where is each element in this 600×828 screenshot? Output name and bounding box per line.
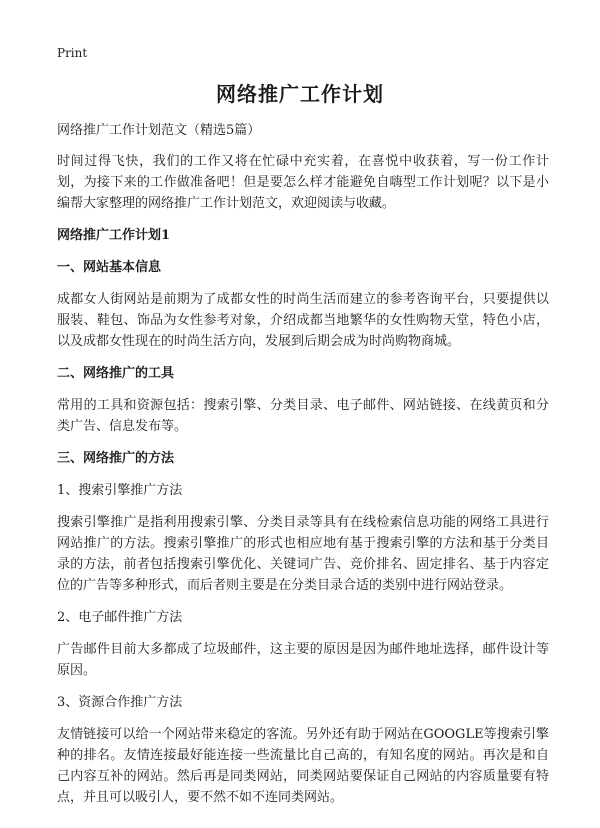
subsection-heading-resource: 3、资源合作推广方法 bbox=[57, 695, 183, 710]
subsection-body-resource: 友情链接可以给一个网站带来稳定的客流。另外还有助于网站在GOOGLE等搜索引擎种的排名。友情连接最好能连接一些流量比自己高的，有知名度的网站。再次是和自己内容互补的网站。然后再是同类网站，同类网站要保证自己网站的内容质量要有特点，并且可以吸引人，要不然不如不连同类网站。 bbox=[57, 727, 549, 805]
document-subtitle: 网络推广工作计划范文（精选5篇） bbox=[57, 123, 261, 138]
section-body-site-info: 成都女人街网站是前期为了成都女性的时尚生活而建立的参考咨询平台，只要提供以服装、鞋包、饰品为女性参考对象，介绍成都当地繁华的女性购物天堂，特色小店，以及成都女性现在的时尚生活方向，发展到后期会成为时尚购物商城。 bbox=[57, 292, 549, 349]
plan-heading: 网络推广工作计划1 bbox=[57, 228, 171, 243]
subsection-body-search-engine: 搜索引擎推广是指利用搜索引擎、分类目录等具有在线检索信息功能的网络工具进行网站推广的方法。搜索引擎推广的形式也相应地有基于搜索引擎的方法和基于分类目录的方法，前者包括搜索引擎优化、关键词广告、竞价排名、固定排名、基于内容定位的广告等多种形式，而后者则主要是在分类目录合适的类别中进行网站登录。 bbox=[57, 515, 549, 593]
print-link[interactable]: Print bbox=[57, 46, 88, 60]
document-body bbox=[57, 120, 549, 819]
subsection-heading-search-engine: 1、搜索引擎推广方法 bbox=[57, 483, 183, 498]
page-title: 网络推广工作计划 bbox=[216, 82, 384, 106]
subsection-body-email: 广告邮件目前大多都成了垃圾邮件，这主要的原因是因为邮件地址选择，邮件设计等原因。 bbox=[57, 642, 549, 678]
section-body-tools: 常用的工具和资源包括：搜索引擎、分类目录、电子邮件、网站链接、在线黄页和分类广告、信息发布等。 bbox=[57, 398, 549, 434]
intro-paragraph: 时间过得飞快，我们的工作又将在忙碌中充实着，在喜悦中收获着，写一份工作计划，为接下来的工作做准备吧！但是要怎么样才能避免自嗨型工作计划呢？以下是小编帮大家整理的网络推广工作计划范文，欢迎阅读与收藏。 bbox=[57, 154, 549, 211]
subsection-heading-email: 2、电子邮件推广方法 bbox=[57, 610, 183, 625]
section-heading-methods: 三、网络推广的方法 bbox=[57, 451, 175, 466]
section-heading-tools: 二、网络推广的工具 bbox=[57, 366, 175, 381]
section-heading-site-info: 一、网站基本信息 bbox=[57, 260, 162, 275]
